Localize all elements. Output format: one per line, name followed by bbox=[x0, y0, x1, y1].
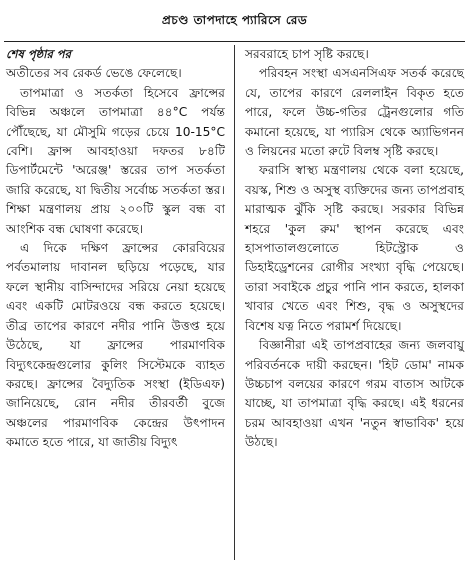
column-divider bbox=[234, 45, 235, 560]
article-paragraph: পরিবহন সংস্থা এসএনসিএফ সতর্ক করেছে যে, তাপের কারণে রেললাইন বিকৃত হতে পারে, ফলে উচ্চ-গতির ট্রেনগুলোর গতি কমানো হয়েছে, যা প্যারিস থেকে অ্যাভিগনন ও লিয়নের মতো রুটে বিলম্ব সৃষ্টি করছে। bbox=[245, 66, 464, 159]
article-paragraph: অতীতের সব রেকর্ড ভেঙে ফেলেছে। bbox=[6, 66, 182, 81]
article-paragraph: তাপমাত্রা ও সতর্কতা হিসেবে ফ্রান্সের বিভিন্ন অঞ্চলে তাপমাত্রা ৪৪°C পর্যন্ত পৌঁছেছে, যা মৌসুমি গড়ের চেয়ে 10-15°C বেশি। ফ্রান্স আবহাওয়া দফতর ৮৪টি ডিপার্টমেন্টে 'অরেঞ্জ' স্তরের তাপ সতর্কতা জারি করেছে, যা দ্বিতীয় সর্বোচ্চ সতর্কতা স্তর। শিক্ষা মন্ত্রণালয় প্রায় ২০০টি স্কুল বন্ধ বা আংশিক বন্ধ ঘোষণা করেছে। bbox=[6, 85, 225, 236]
article-column-left bbox=[6, 45, 225, 453]
article-paragraph: ফরাসি স্বাস্থ্য মন্ত্রণালয় থেকে বলা হয়েছে, বয়স্ক, শিশু ও অসুস্থ ব্যক্তিদের জন্য তাপপ্রবাহ মারাত্মক ঝুঁকি সৃষ্টি করছে। সরকার বিভিন্ন শহরে 'কুল রুম' স্থাপন করেছে এবং হাসপাতালগুলোতে হিটস্ট্রোক ও ডিহাইড্রেশনের রোগীর সংখ্যা বৃদ্ধি পেয়েছে। তারা সবাইকে প্রচুর পানি পান করতে, হালকা খাবার খেতে এবং শিশু, বৃদ্ধ ও অসুস্থদের বিশেষ যত্ন নিতে পরামর্শ দিয়েছে। bbox=[245, 163, 464, 333]
headline-rule bbox=[4, 41, 465, 42]
article-paragraph: সরবরাহে চাপ সৃষ্টি করছে। bbox=[245, 47, 369, 61]
article-paragraph: বিজ্ঞানীরা এই তাপপ্রবাহের জন্য জলবায়ু পরিবর্তনকে দায়ী করছেন। 'হিট ডোম' নামক উচ্চচাপ বলয়ের কারণে গরম বাতাস আটকে যাচ্ছে, যা তাপমাত্রা বৃদ্ধি করছে। এই ধরনের চরম আবহাওয়া এখন 'নতুন স্বাভাবিক' হয়ে উঠছে। bbox=[245, 338, 464, 450]
article-column-right bbox=[245, 45, 464, 453]
continuation-kicker: শেষ পৃষ্ঠার পর bbox=[6, 47, 71, 61]
headline: প্রচণ্ড তাপদাহে প্যারিসে রেড bbox=[161, 13, 308, 27]
article-paragraph: এ দিকে দক্ষিণ ফ্রান্সের কোরবিয়ের পর্বতমালায় দাবানল ছড়িয়ে পড়েছে, যার ফলে স্থানীয় বাসিন্দাদের সরিয়ে নেয়া হয়েছে এবং একটি মোটরওয়ে বন্ধ করতে হয়েছে। তীব্র তাপের কারণে নদীর পানি উত্তপ্ত হয়ে উঠেছে, যা ফ্রান্সের পারমাণবিক বিদ্যুৎকেন্দ্রগুলোর কুলিং সিস্টেমকে ব্যাহত করছে। ফ্রান্সের বৈদ্যুতিক সংস্থা (ইডিএফ) জানিয়েছে, রোন নদীর তীরবর্তী বুজে অঞ্চলের পারমাণবিক কেন্দ্রের উৎপাদন কমাতে হতে পারে, যা জাতীয় বিদ্যুৎ bbox=[6, 241, 225, 450]
